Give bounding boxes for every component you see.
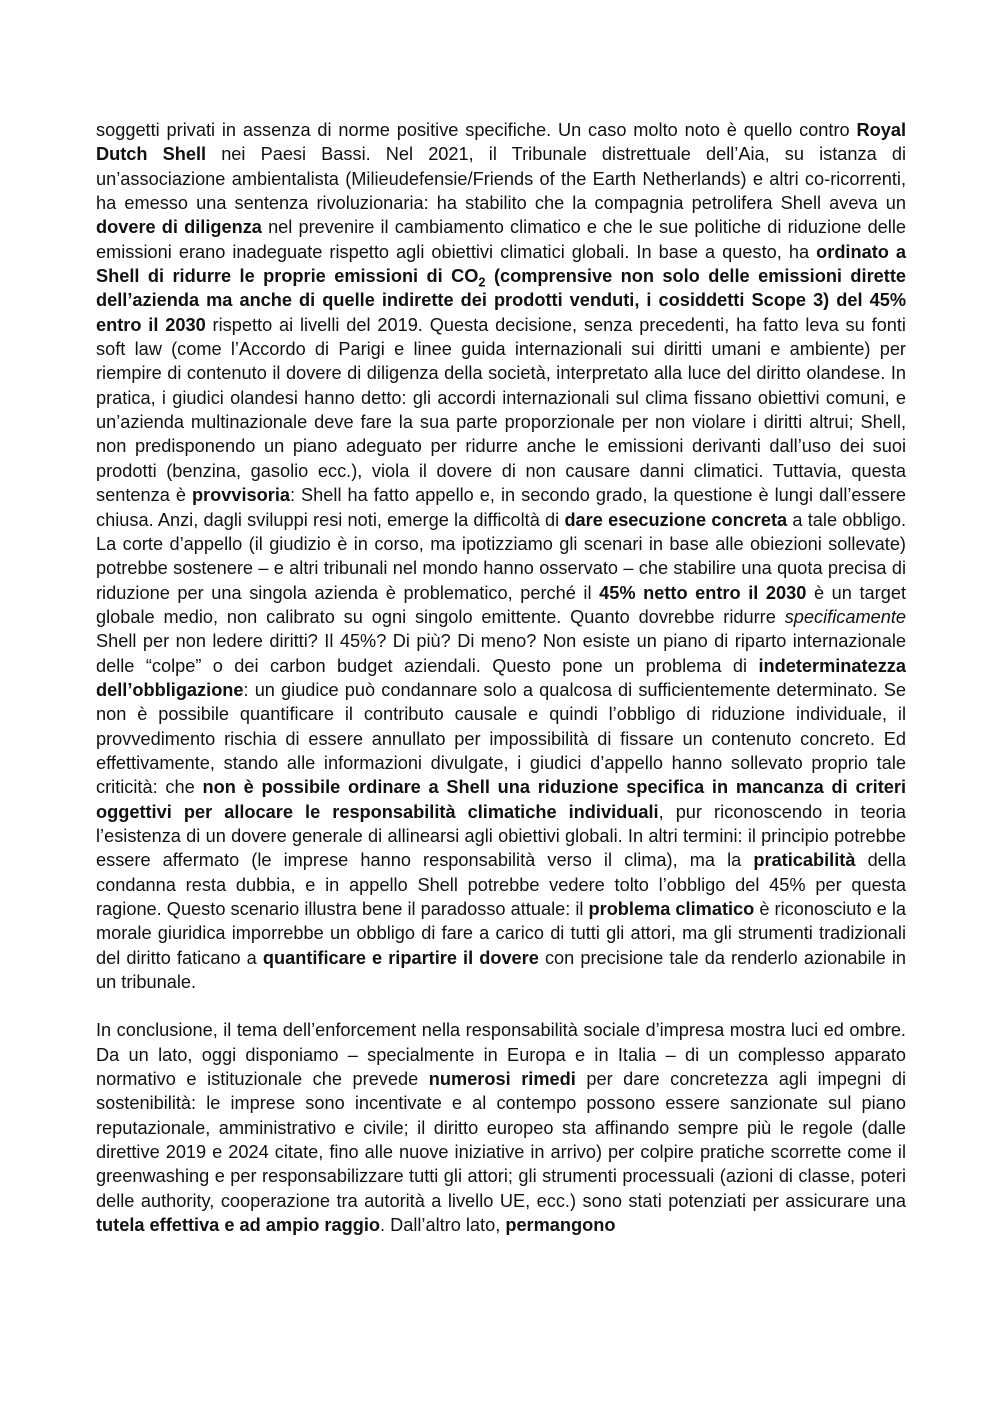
bold-text: numerosi rimedi bbox=[428, 1069, 576, 1090]
body-text: rispetto ai livelli del 2019. Questa decisione, senza precedenti, ha fatto leva su fonti soft law (come l’Accordo di Parigi e linee guida internazionali sui diritti umani e ambiente) per riempire di contenuto il dovere di diligenza della società, interpretato alla luce del diritto olandese. In pratica, i giudici olandesi hanno detto: gli accordi internazionali sul clima fissano obiettivi comuni, e un’azienda multinazionale deve fare la sua parte proporzionale per non violare i diritti altrui; Shell, non predisponendo un piano adeguato per ridurre anche le emissioni derivanti dall’uso dei suoi prodotti (benzina, gasolio ecc.), viola il dovere di non causare danni climatici. Tuttavia, questa sentenza è bbox=[96, 314, 906, 506]
italic-text: specificamente bbox=[784, 606, 906, 627]
body-text: è un target globale medio, non calibrato su ogni singolo emittente. Quanto dovrebbe ridurre bbox=[96, 582, 907, 627]
bold-text: praticabilità bbox=[753, 850, 856, 871]
bold-text: 45% netto entro il 2030 bbox=[599, 582, 807, 603]
body-text: In conclusione, il tema dell’enforcement nella responsabilità sociale d’impresa mostra luci ed ombre. Da un lato, oggi disponiamo – specialmente in Europa e in Italia – di un complesso apparato normativo e istituzionale che prevede bbox=[96, 1020, 906, 1090]
body-text: , pur riconoscendo in teoria l’esistenza di un dovere generale di allinearsi agli obiettivi globali. In altri termini: il principio potrebbe essere affermato (le imprese hanno responsabilità verso il clima), ma la bbox=[96, 801, 906, 871]
paragraph bbox=[96, 1018, 906, 1237]
bold-text: problema climatico bbox=[588, 899, 755, 919]
body-text: per dare concretezza agli impegni di sostenibilità: le imprese sono incentivate e al contempo possono essere sanzionate sul piano reputazionale, amministrativo e civile; il diritto europeo sta affinando sempre più le regole (dalle direttive 2019 e 2024 citate, fino alle nuove iniziative in arrivo) per colpire pratiche scorrette come il greenwashing e per responsabilizzare tutti gli attori; gli strumenti processuali (azioni di classe, poteri delle authority, cooperazione tra autorità a livello UE, ecc.) sono stati potenziati per assicurare una bbox=[96, 1069, 906, 1211]
paragraph bbox=[96, 118, 906, 994]
bold-text: tutela effettiva e ad ampio raggio bbox=[96, 1215, 380, 1236]
body-text: : un giudice può condannare solo a qualcosa di sufficientemente determinato. Se non è possibile quantificare il contributo causale e quindi l’obbligo di riduzione individuale, il provvedimento rischia di essere annullato per impossibilità di fissare un contenuto concreto. Ed effettivamente, stando alle informazioni divulgate, i giudici d’appello hanno sollevato proprio tale criticità: che bbox=[96, 679, 906, 798]
bold-text: dovere di diligenza bbox=[96, 217, 262, 238]
bold-text: ordinato a Shell di ridurre le proprie emissioni di CO bbox=[96, 241, 906, 287]
body-text: nei Paesi Bassi. Nel 2021, il Tribunale distrettuale dell’Aia, su istanza di un’associazione ambientalista (Milieudefensie/Friends of the Earth Netherlands) e altri co-ricorrenti, ha emesso una sentenza rivoluzionaria: ha stabilito che la compagnia petrolifera Shell aveva un bbox=[96, 144, 906, 214]
bold-text: quantificare e ripartire il dovere bbox=[262, 947, 539, 968]
body-text: a tale obbligo. La corte d’appello (il giudizio è in corso, ma ipotizziamo gli scenari in base alle obiezioni sollevate) potrebbe sostenere – e altri tribunali nel mondo hanno osservato – che stabilire una quota precisa di riduzione per una singola azienda è problematico, perché il bbox=[96, 509, 906, 603]
bold-text: Royal Dutch Shell bbox=[96, 120, 906, 165]
bold-text: permangono bbox=[505, 1215, 616, 1236]
body-text: . Dall’altro lato, bbox=[379, 1215, 506, 1236]
body-text: : Shell ha fatto appello e, in secondo grado, la questione è lungi dall’essere chiusa. Anzi, dagli sviluppi resi noti, emerge la difficoltà di bbox=[96, 485, 906, 530]
body-text: della condanna resta dubbia, e in appello Shell potrebbe vedere tolto l’obbligo del 45% per questa ragione. Questo scenario illustra bene il paradosso attuale: il bbox=[96, 850, 906, 919]
document-body bbox=[96, 118, 906, 1237]
bold-text: provvisoria bbox=[191, 485, 290, 506]
body-text: Shell per non ledere diritti? Il 45%? Di più? Di meno? Non esiste un piano di riparto internazionale delle “colpe” o dei carbon budget aziendali. Questo pone un problema di bbox=[96, 631, 906, 676]
body-text: con precisione tale da renderlo azionabile in un tribunale. bbox=[96, 947, 906, 993]
subscript-text: 2 bbox=[478, 274, 486, 290]
body-text: è riconosciuto e la morale giuridica imporrebbe un obbligo di fare a carico di tutti gli attori, ma gli strumenti tradizionali del diritto faticano a bbox=[96, 899, 906, 968]
bold-text: (comprensive non solo delle emissioni dirette dell’azienda ma anche di quelle indirette dei prodotti venduti, i cosiddetti Scope 3) del 45% entro il 2030 bbox=[96, 266, 906, 335]
body-text: nel prevenire il cambiamento climatico e che le sue politiche di riduzione delle emissioni erano inadeguate rispetto agli obiettivi climatici globali. In base a questo, ha bbox=[96, 217, 906, 262]
bold-text: indeterminatezza dell’obbligazione bbox=[96, 655, 906, 700]
bold-text: non è possibile ordinare a Shell una riduzione specifica in mancanza di criteri oggettivi per allocare le responsabilità climatiche individuali bbox=[96, 777, 906, 822]
bold-text: dare esecuzione concreta bbox=[564, 509, 788, 530]
body-text: soggetti privati in assenza di norme positive specifiche. Un caso molto noto è quello contro bbox=[96, 120, 857, 140]
